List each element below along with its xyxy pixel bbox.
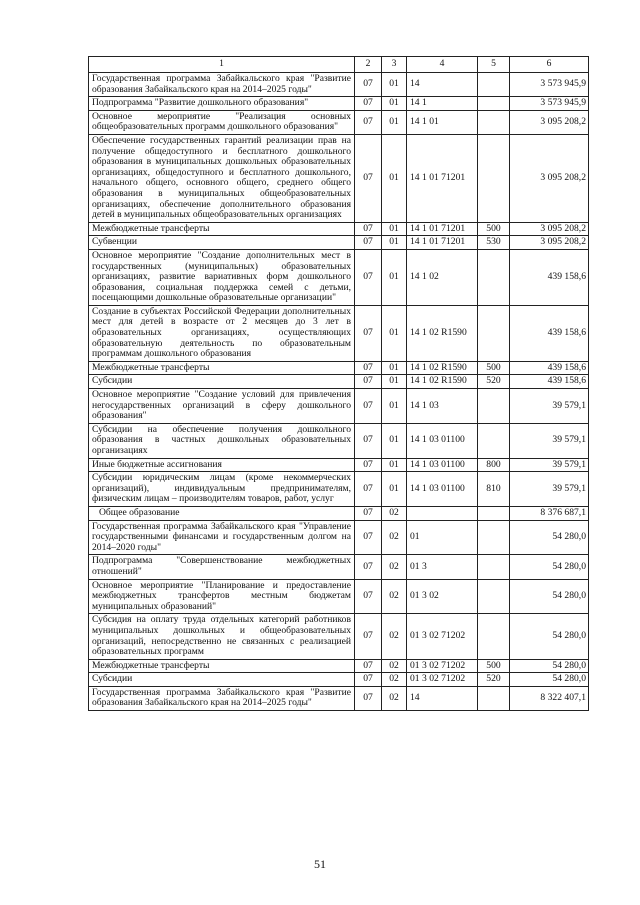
row-target-article: 14 1 01 71201 — [407, 222, 478, 236]
row-name: Основное мероприятие "Создание дополнительных мест в государственных (муниципальных) образовательных организациях, развитие вариативных форм дошкольного образования, социальная поддержка семей с детьми, посещающими дошкольные образовательные организации" — [89, 249, 355, 305]
row-section: 07 — [355, 458, 382, 472]
row-target-article: 14 — [407, 73, 478, 97]
row-section: 07 — [355, 673, 382, 687]
row-amount: 39 579,1 — [510, 458, 589, 472]
row-section: 07 — [355, 506, 382, 520]
table-row — [89, 506, 589, 520]
page-number: 51 — [314, 857, 326, 871]
row-name: Иные бюджетные ассигнования — [89, 458, 355, 472]
row-subsection: 01 — [382, 110, 407, 134]
row-amount: 39 579,1 — [510, 423, 589, 458]
row-expense-type: 500 — [478, 222, 510, 236]
row-target-article: 14 1 — [407, 97, 478, 111]
row-expense-type — [478, 389, 510, 424]
row-amount: 3 573 945,9 — [510, 97, 589, 111]
table-row — [89, 472, 589, 507]
row-name: Субсидия на оплату труда отдельных категорий работников муниципальных дошкольных и общеобразовательных организаций, непосредственно не связанных с реализацией образовательных программ — [89, 614, 355, 659]
row-subsection: 01 — [382, 134, 407, 222]
row-subsection: 01 — [382, 375, 407, 389]
row-target-article: 14 1 03 01100 — [407, 423, 478, 458]
row-expense-type — [478, 110, 510, 134]
row-section: 07 — [355, 520, 382, 555]
row-subsection: 02 — [382, 614, 407, 659]
row-subsection: 01 — [382, 305, 407, 361]
row-target-article: 14 1 01 71201 — [407, 236, 478, 250]
row-name: Субсидии — [89, 375, 355, 389]
row-name: Субсидии — [89, 673, 355, 687]
row-section: 07 — [355, 134, 382, 222]
row-subsection: 02 — [382, 555, 407, 579]
row-subsection: 01 — [382, 389, 407, 424]
row-expense-type: 500 — [478, 361, 510, 375]
row-section: 07 — [355, 389, 382, 424]
table-row — [89, 520, 589, 555]
row-amount: 3 095 208,2 — [510, 110, 589, 134]
table-row — [89, 423, 589, 458]
row-target-article: 14 1 02 R1590 — [407, 361, 478, 375]
row-expense-type: 520 — [478, 673, 510, 687]
row-amount: 54 280,0 — [510, 579, 589, 614]
row-amount: 8 322 407,1 — [510, 686, 589, 710]
row-target-article: 14 1 03 01100 — [407, 458, 478, 472]
row-name: Межбюджетные трансферты — [89, 361, 355, 375]
row-target-article: 01 — [407, 520, 478, 555]
header-col-2: 2 — [355, 57, 382, 73]
row-amount: 439 158,6 — [510, 249, 589, 305]
row-name: Подпрограмма "Развитие дошкольного образования" — [89, 97, 355, 111]
row-amount: 439 158,6 — [510, 375, 589, 389]
row-amount: 39 579,1 — [510, 472, 589, 507]
row-name: Субсидии юридическим лицам (кроме некоммерческих организаций), индивидуальным предпринимателям, физическим лицам – производителям товаров, работ, услуг — [89, 472, 355, 507]
row-expense-type — [478, 134, 510, 222]
row-subsection: 02 — [382, 686, 407, 710]
row-target-article: 14 1 03 — [407, 389, 478, 424]
row-section: 07 — [355, 110, 382, 134]
table-row — [89, 614, 589, 659]
row-expense-type — [478, 423, 510, 458]
row-subsection: 02 — [382, 520, 407, 555]
table-body — [89, 73, 589, 711]
row-expense-type — [478, 579, 510, 614]
table-header — [89, 57, 589, 73]
table-row — [89, 375, 589, 389]
row-section: 07 — [355, 472, 382, 507]
table-row — [89, 73, 589, 97]
row-name: Общее образование — [89, 506, 355, 520]
row-amount: 39 579,1 — [510, 389, 589, 424]
row-subsection: 01 — [382, 236, 407, 250]
row-section: 07 — [355, 423, 382, 458]
row-amount: 54 280,0 — [510, 614, 589, 659]
row-section: 07 — [355, 579, 382, 614]
row-expense-type — [478, 520, 510, 555]
row-section: 07 — [355, 659, 382, 673]
budget-table — [88, 56, 589, 711]
row-amount: 54 280,0 — [510, 520, 589, 555]
row-name: Субвенции — [89, 236, 355, 250]
row-target-article: 01 3 02 — [407, 579, 478, 614]
row-name: Межбюджетные трансферты — [89, 659, 355, 673]
table-row — [89, 222, 589, 236]
row-section: 07 — [355, 305, 382, 361]
row-subsection: 01 — [382, 472, 407, 507]
row-target-article: 01 3 02 71202 — [407, 614, 478, 659]
row-expense-type — [478, 506, 510, 520]
table-row — [89, 458, 589, 472]
row-subsection: 01 — [382, 458, 407, 472]
row-target-article: 01 3 02 71202 — [407, 659, 478, 673]
row-section: 07 — [355, 249, 382, 305]
row-subsection: 02 — [382, 579, 407, 614]
row-amount: 439 158,6 — [510, 305, 589, 361]
table-row — [89, 686, 589, 710]
row-subsection: 01 — [382, 222, 407, 236]
row-section: 07 — [355, 375, 382, 389]
row-subsection: 02 — [382, 673, 407, 687]
row-name: Государственная программа Забайкальского края "Развитие образования Забайкальского края на 2014–2025 годы" — [89, 73, 355, 97]
table-row — [89, 110, 589, 134]
header-col-3: 3 — [382, 57, 407, 73]
row-amount: 8 376 687,1 — [510, 506, 589, 520]
row-target-article: 14 1 01 71201 — [407, 134, 478, 222]
row-target-article: 14 1 02 R1590 — [407, 375, 478, 389]
table-row — [89, 249, 589, 305]
header-col-1: 1 — [89, 57, 355, 73]
row-subsection: 01 — [382, 97, 407, 111]
table-row — [89, 236, 589, 250]
row-target-article: 14 1 02 R1590 — [407, 305, 478, 361]
row-target-article: 14 1 01 — [407, 110, 478, 134]
row-subsection: 01 — [382, 249, 407, 305]
table-row — [89, 134, 589, 222]
row-expense-type — [478, 305, 510, 361]
row-name: Основное мероприятие "Реализация основных общеобразовательных программ дошкольного образования" — [89, 110, 355, 134]
row-section: 07 — [355, 614, 382, 659]
header-col-4: 4 — [407, 57, 478, 73]
table-row — [89, 555, 589, 579]
row-amount: 54 280,0 — [510, 673, 589, 687]
header-col-6: 6 — [510, 57, 589, 73]
table-row — [89, 389, 589, 424]
row-expense-type: 810 — [478, 472, 510, 507]
row-expense-type — [478, 555, 510, 579]
row-target-article: 14 1 03 01100 — [407, 472, 478, 507]
row-subsection: 02 — [382, 659, 407, 673]
row-name: Субсидии на обеспечение получения дошкольного образования в частных дошкольных образовательных организациях — [89, 423, 355, 458]
row-amount: 54 280,0 — [510, 555, 589, 579]
table-row — [89, 305, 589, 361]
row-expense-type: 530 — [478, 236, 510, 250]
row-section: 07 — [355, 555, 382, 579]
row-expense-type — [478, 97, 510, 111]
row-name: Основное мероприятие "Планирование и предоставление межбюджетных трансфертов местным бюджетам муниципальных образований" — [89, 579, 355, 614]
row-section: 07 — [355, 686, 382, 710]
row-amount: 54 280,0 — [510, 659, 589, 673]
row-target-article: 01 3 — [407, 555, 478, 579]
table-row — [89, 97, 589, 111]
table-row — [89, 579, 589, 614]
row-section: 07 — [355, 97, 382, 111]
row-name: Подпрограмма "Совершенствование межбюджетных отношений" — [89, 555, 355, 579]
row-target-article — [407, 506, 478, 520]
row-subsection: 01 — [382, 73, 407, 97]
row-section: 07 — [355, 236, 382, 250]
row-name: Государственная программа Забайкальского края "Управление государственными финансами и государственным долгом на 2014–2020 годы" — [89, 520, 355, 555]
row-amount: 439 158,6 — [510, 361, 589, 375]
header-col-5: 5 — [478, 57, 510, 73]
row-subsection: 01 — [382, 423, 407, 458]
row-amount: 3 573 945,9 — [510, 73, 589, 97]
row-target-article: 01 3 02 71202 — [407, 673, 478, 687]
row-name: Государственная программа Забайкальского края "Развитие образования Забайкальского края на 2014–2025 годы" — [89, 686, 355, 710]
row-name: Межбюджетные трансферты — [89, 222, 355, 236]
row-expense-type: 500 — [478, 659, 510, 673]
row-name: Обеспечение государственных гарантий реализации прав на получение общедоступного и бесплатного дошкольного образования в муниципальных дошкольных образовательных организациях, общедоступного и бесплатного дошкольного, начального общего, основного общего, среднего общего образования в муниципальных общеобразовательных организациях, обеспечение дополнительного образования детей в муниципальных общеобразовательных организациях — [89, 134, 355, 222]
row-name: Создание в субъектах Российской Федерации дополнительных мест для детей в возрасте от 2 месяцев до 3 лет в образовательных организациях, осуществляющих образовательную деятельность по образовательным программам дошкольного образования — [89, 305, 355, 361]
row-section: 07 — [355, 361, 382, 375]
row-expense-type: 800 — [478, 458, 510, 472]
row-subsection: 01 — [382, 361, 407, 375]
row-target-article: 14 — [407, 686, 478, 710]
row-expense-type — [478, 614, 510, 659]
row-target-article: 14 1 02 — [407, 249, 478, 305]
row-subsection: 02 — [382, 506, 407, 520]
row-expense-type — [478, 249, 510, 305]
row-section: 07 — [355, 73, 382, 97]
row-amount: 3 095 208,2 — [510, 134, 589, 222]
table-row — [89, 659, 589, 673]
header-row — [89, 57, 589, 73]
row-section: 07 — [355, 222, 382, 236]
row-expense-type: 520 — [478, 375, 510, 389]
row-expense-type — [478, 686, 510, 710]
row-amount: 3 095 208,2 — [510, 222, 589, 236]
row-amount: 3 095 208,2 — [510, 236, 589, 250]
row-expense-type — [478, 73, 510, 97]
table-row — [89, 361, 589, 375]
table-row — [89, 673, 589, 687]
row-name: Основное мероприятие "Создание условий для привлечения негосударственных организаций в сферу дошкольного образования" — [89, 389, 355, 424]
